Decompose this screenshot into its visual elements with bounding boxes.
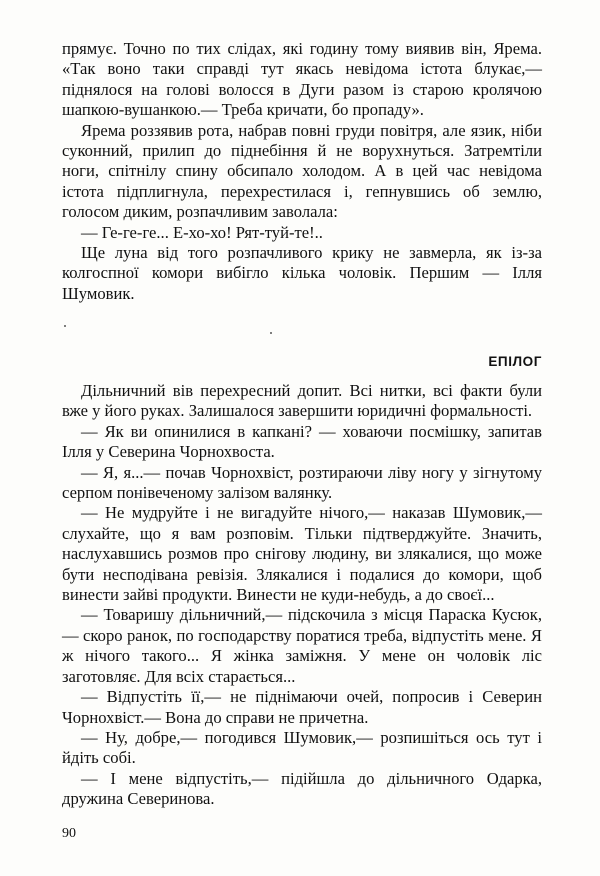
paragraph: — Не мудруйте і не вигадуйте нічого,— наказав Шумовик,— слухайте, що я вам розповім. Тільки підтверджуйте. Значить, наслухавшись розмов про снігову людину, ви злякалися, що може бути несподівана ревізія. Злякалися і подалися до комори, щоб винести зайві продукти. Винести не куди-небудь, а до своєї... <box>62 503 542 605</box>
paragraph: Ярема роззявив рота, набрав повні груди повітря, але язик, ніби суконний, прилип до піднебіння й не ворухнуться. Затремтіли ноги, спітнілу спину обсипало холодом. А в цей час невідома істота підплигнула, перехрестилася і, гепнувшись об землю, голосом диким, розпачливим заволала: <box>62 120 542 222</box>
page-number: 90 <box>62 826 76 841</box>
previous-chapter-ending <box>62 39 542 304</box>
paragraph: — Як ви опинилися в капкані? — ховаючи посмішку, запитав Ілля у Северина Чорнохвоста. <box>62 421 542 462</box>
paragraph: прямує. Точно по тих слідах, які годину тому виявив він, Ярема. «Так воно таки справді тут якась невідома істота блукає,— піднялося на голові волосся в Дуги разом із старою кролячою шапкою-вушанкою.— Треба кричати, бо пропаду». <box>62 39 542 120</box>
paragraph: Ще луна від того розпачливого крику не завмерла, як із-за колгоспної комори вибігло кілька чоловік. Першим — Ілля Шумовик. <box>62 243 542 303</box>
paragraph: — Я, я...— почав Чорнохвіст, розтираючи ліву ногу у зігнутому серпом понівеченому залізом валянку. <box>62 462 542 503</box>
paragraph: — Відпустіть її,— не піднімаючи очей, попросив і Северин Чорнохвіст.— Вона до справи не причетна. <box>62 687 542 727</box>
paragraph: — І мене відпустіть,— підійшла до дільничного Одарка, дружина Северинова. <box>62 768 542 809</box>
print-speck <box>64 325 66 327</box>
print-speck <box>270 332 272 334</box>
paragraph: — Ге-ге-ге... Е-хо-хо! Рят-туй-те!.. <box>81 222 323 242</box>
section-heading: ЕПІЛОГ <box>488 354 542 369</box>
paragraph: — Товаришу дільничний,— підскочила з місця Параска Кусюк,— скоро ранок, по господарству поратися треба, відпустіть мене. Я ж нічого такого... Я жінка заміжня. У мене он чоловік ліс заготовляє. Для всіх старається... <box>62 605 542 686</box>
paragraph: Дільничний вів перехресний допит. Всі нитки, всі факти були вже у його руках. Залишалося завершити юридичні формальності. <box>62 381 542 421</box>
paragraph: — Ну, добре,— погодився Шумовик,— розпишіться ось тут і йдіть собі. <box>62 727 542 768</box>
epilogue-text <box>62 381 542 810</box>
